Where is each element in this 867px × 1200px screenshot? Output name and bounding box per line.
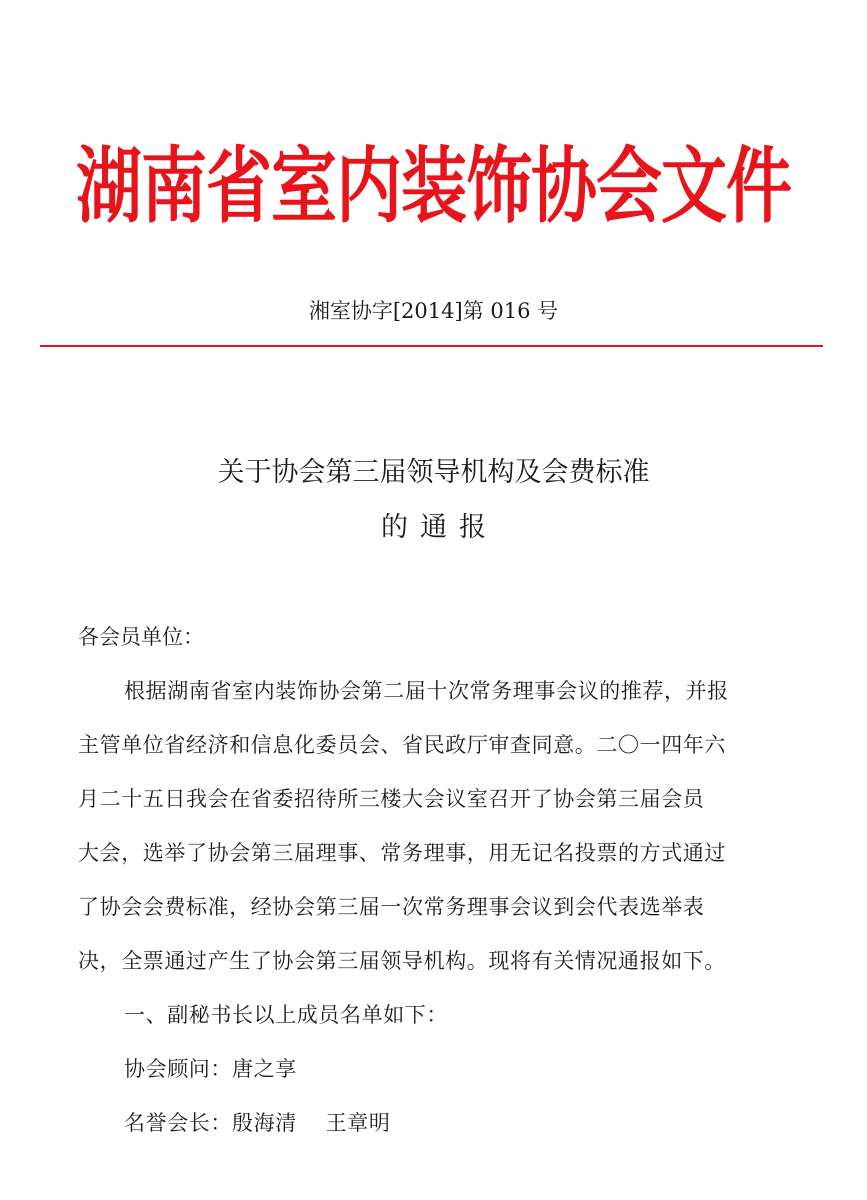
body-paragraph-line: 主管单位省经济和信息化委员会、省民政厅审查同意。二〇一四年六 <box>78 733 726 757</box>
subject-title-line-2: 的通报 <box>381 512 498 543</box>
honorary-president-line: 名誉会长：殷海清 王章明 <box>124 1111 391 1135</box>
salutation: 各会员单位： <box>78 625 204 649</box>
section-one-heading: 一、副秘书长以上成员名单如下： <box>124 1003 448 1027</box>
document-number: 湘室协字[2014]第 016 号 <box>308 299 559 323</box>
subject-title-line-1: 关于协会第三届领导机构及会费标准 <box>217 457 650 488</box>
body-paragraph-line: 了协会会费标准，经协会第三届一次常务理事会议到会代表选举表 <box>78 895 705 919</box>
body-paragraph-line: 决，全票通过产生了协会第三届领导机构。现将有关情况通报如下。 <box>78 949 726 973</box>
body-paragraph-line: 根据湖南省室内装饰协会第二届十次常务理事会议的推荐，并报 <box>124 679 729 703</box>
advisor-line: 协会顾问：唐之享 <box>124 1057 297 1081</box>
header-divider <box>40 345 823 347</box>
body-paragraph-line: 大会，选举了协会第三届理事、常务理事，用无记名投票的方式通过 <box>78 841 726 865</box>
document-header-title: 湖南省室内装饰协会文件 <box>76 138 791 235</box>
body-paragraph-line: 月二十五日我会在省委招待所三楼大会议室召开了协会第三届会员 <box>78 787 705 811</box>
